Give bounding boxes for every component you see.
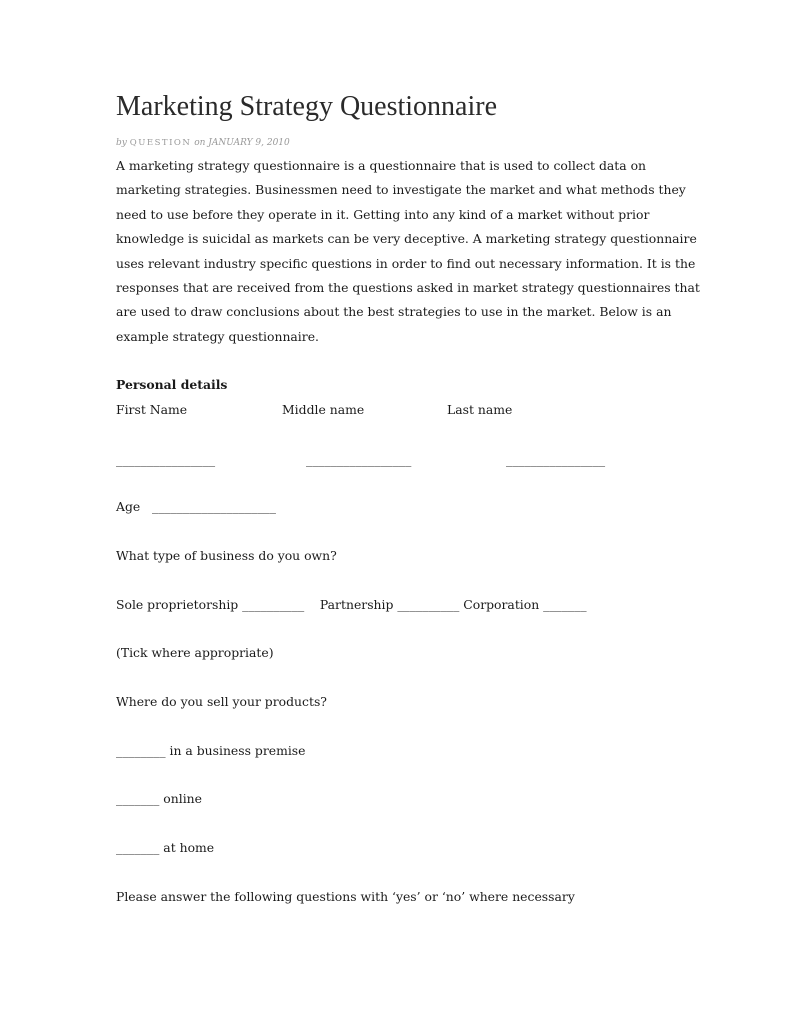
sell-option-premise[interactable]: ________ in a business premise <box>116 743 306 758</box>
byline <box>116 138 290 148</box>
byline-by: by <box>116 138 127 148</box>
byline-date: JANUARY 9, 2010 <box>208 138 290 148</box>
intro-line: A marketing strategy questionnaire is a questionnaire that is used to collect data on <box>116 158 647 173</box>
yes-no-instruction: Please answer the following questions with ‘yes’ or ‘no’ where necessary <box>116 889 575 904</box>
intro-paragraph <box>116 154 700 349</box>
tick-note: (Tick where appropriate) <box>116 645 274 660</box>
first-name-blank[interactable]: ________________ <box>116 452 216 467</box>
intro-line: are used to draw conclusions about the best strategies to use in the market. Below is an <box>116 304 672 320</box>
last-name-label: Last name <box>447 402 513 417</box>
intro-line: marketing strategies. Businessmen need to investigate the market and what methods they <box>116 182 686 198</box>
intro-line: need to use before they operate in it. Getting into any kind of a market without prior <box>116 206 650 222</box>
intro-line: uses relevant industry specific questions in order to find out necessary information. It is the <box>116 255 696 271</box>
sell-option-online[interactable]: _______ online <box>116 791 202 806</box>
personal-details-heading: Personal details <box>116 377 228 392</box>
sell-location-question: Where do you sell your products? <box>116 694 327 709</box>
intro-line: example strategy questionnaire. <box>116 328 319 344</box>
age-field[interactable]: Age ____________________ <box>116 499 276 514</box>
intro-line: responses that are received from the questions asked in market strategy questionnaires that <box>116 280 700 296</box>
intro-line: knowledge is suicidal as markets can be very deceptive. A marketing strategy questionnaire <box>116 231 697 247</box>
business-type-question: What type of business do you own? <box>116 548 337 563</box>
byline-on: on <box>194 138 206 148</box>
first-name-label: First Name <box>116 402 188 417</box>
page-title: Marketing Strategy Questionnaire <box>116 91 498 122</box>
business-type-options[interactable]: Sole proprietorship __________ Partnership __________ Corporation _______ <box>116 597 587 612</box>
byline-author: QUESTION <box>129 138 192 148</box>
middle-name-label: Middle name <box>282 402 365 417</box>
middle-name-blank[interactable]: _________________ <box>306 452 412 467</box>
last-name-blank[interactable]: ________________ <box>506 452 606 467</box>
sell-option-home[interactable]: _______ at home <box>116 840 215 855</box>
